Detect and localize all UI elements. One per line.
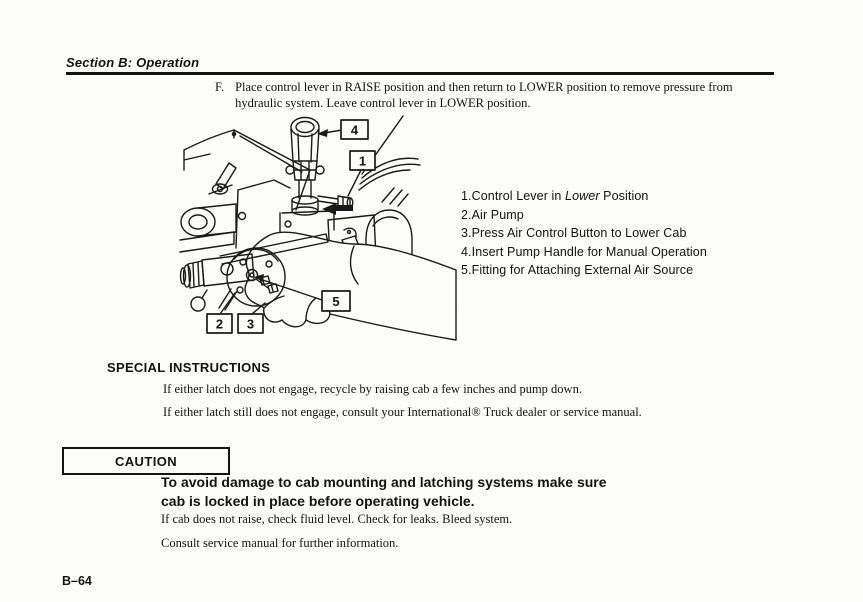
pump-handle-top [291,118,319,137]
legend-item-1: 1.Control Lever in Lower Position [461,189,649,203]
special-instructions-paragraph-1: If either latch does not engage, recycle by raising cab a few inches and pump down. [163,382,582,396]
callout-3: 3 [246,316,255,332]
section-header: Section B: Operation [66,55,200,70]
left-cylinder [181,208,215,236]
step-f-label: F. [215,80,225,94]
callout-5: 5 [332,294,340,309]
figure-legend [461,187,707,280]
leader-1 [348,170,361,196]
step-f [215,80,771,111]
step-f-text: Place control lever in RAISE position and then return to LOWER position to remove pressure from hydraulic system. Leave control lever in LOWER position. [235,80,733,110]
hook-ring [191,297,205,311]
u-joint [293,161,317,180]
callout-4: 4 [350,122,359,138]
fender-hatch [382,188,408,206]
leader-hatch [219,289,237,310]
caution-note-2: Consult service manual for further information. [161,536,399,550]
cab-pump-illustration [176,112,462,342]
special-instructions-heading: SPECIAL INSTRUCTIONS [107,360,271,375]
legend-item-5: 5.Fitting for Attaching External Air Source [461,263,694,278]
legend-item-4: 4.Insert Pump Handle for Manual Operation [461,244,707,259]
legend-item-3: 3.Press Air Control Button to Lower Cab [461,226,687,241]
special-instructions-paragraph-2: If either latch still does not engage, consult your International® Truck dealer or service manual. [163,405,642,419]
callout-2: 2 [215,316,224,332]
caution-note-1: If cab does not raise, check fluid level. Check for leaks. Bleed system. [161,512,513,526]
header-rule [66,72,774,75]
legend-item-2: 2.Air Pump [461,207,524,222]
page-number: B–64 [62,574,92,588]
caution-box [62,447,230,475]
caution-warning-text: To avoid damage to cab mounting and latching systems make sure cab is locked in place before operating vehicle. [161,474,607,509]
caution-label: CAUTION [114,453,178,469]
callout-1: 1 [358,153,367,169]
left-frame [184,130,234,170]
